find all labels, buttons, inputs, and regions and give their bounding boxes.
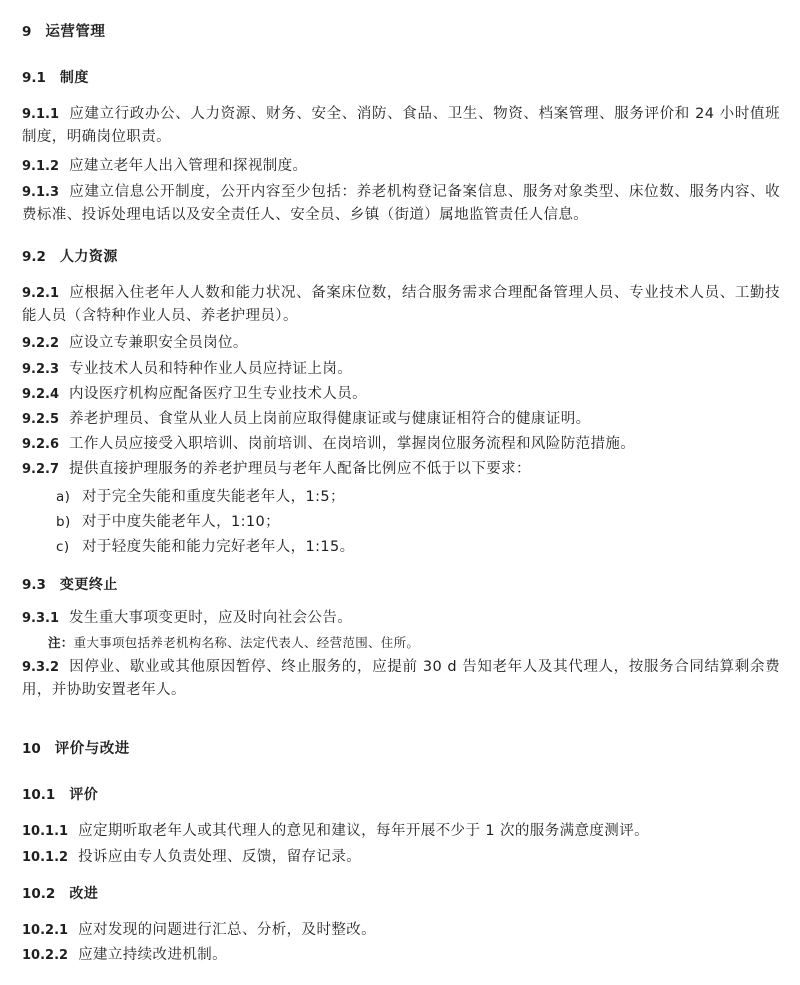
heading-title: 制度 — [59, 70, 89, 86]
clause-number: 9.1.1 — [22, 107, 60, 122]
clause-text: 应定期听取老年人或其代理人的意见和建议，每年开展不少于 1 次的服务满意度测评。 — [78, 823, 650, 839]
clause-text: 应建立老年人出入管理和探视制度。 — [69, 158, 308, 174]
clause-number: 9.2.2 — [22, 336, 60, 351]
note — [48, 633, 419, 651]
heading-title: 运营管理 — [45, 24, 106, 40]
heading-number: 10.1 — [22, 787, 56, 803]
heading-section-10-1 — [22, 784, 780, 804]
list-item-c — [56, 535, 776, 556]
clause-9-1-1 — [22, 103, 780, 148]
clause-9-1-3 — [22, 181, 780, 226]
list-item-letter: a) — [56, 489, 71, 505]
clause-number: 9.3.2 — [22, 660, 60, 675]
clause-number: 9.2.3 — [22, 362, 60, 377]
heading-section-10 — [22, 737, 780, 758]
clause-9-2-2 — [22, 332, 780, 355]
clause-number: 9.2.5 — [22, 412, 60, 427]
heading-title: 人力资源 — [59, 249, 118, 265]
list-item-text: 对于中度失能老年人，1:10； — [82, 514, 281, 530]
clause-text: 发生重大事项变更时，应及时向社会公告。 — [69, 610, 353, 626]
heading-section-10-2 — [22, 883, 780, 903]
clause-number: 10.1.1 — [22, 824, 69, 839]
list-item-text: 对于完全失能和重度失能老年人，1:5； — [82, 489, 345, 505]
clause-9-2-6 — [22, 433, 780, 456]
clause-text: 养老护理员、食堂从业人员上岗前应取得健康证或与健康证相符合的健康证明。 — [69, 411, 591, 427]
note-text: 重大事项包括养老机构名称、法定代表人、经营范围、住所。 — [73, 635, 420, 650]
list-item-letter: b) — [56, 514, 71, 530]
heading-number: 9.2 — [22, 249, 46, 265]
clause-text: 提供直接护理服务的养老护理员与老年人配备比例应不低于以下要求： — [69, 461, 531, 477]
list-item-letter: c) — [56, 539, 70, 555]
clause-text: 应设立专兼职安全员岗位。 — [69, 335, 248, 351]
clause-9-3-1 — [22, 607, 780, 630]
clause-text: 内设医疗机构应配备医疗卫生专业技术人员。 — [69, 386, 368, 402]
list-item-b — [56, 510, 776, 531]
clause-10-2-1 — [22, 919, 780, 942]
heading-number: 9.3 — [22, 577, 46, 593]
list-item-text: 对于轻度失能和能力完好老年人，1:15。 — [82, 539, 355, 555]
clause-9-2-7 — [22, 458, 780, 481]
clause-text: 工作人员应接受入职培训、岗前培训、在岗培训，掌握岗位服务流程和风险防范措施。 — [69, 436, 636, 452]
clause-text: 因停业、歇业或其他原因暂停、终止服务的，应提前 30 d 告知老年人及其代理人，按服务合同结算剩余费用，并协助安置老年人。 — [22, 659, 780, 698]
heading-section-9-1 — [22, 67, 780, 87]
clause-9-2-1 — [22, 282, 780, 327]
list-item-a — [56, 485, 776, 506]
note-label: 注： — [48, 635, 74, 650]
clause-number: 9.2.7 — [22, 462, 60, 477]
clause-number: 10.1.2 — [22, 850, 69, 865]
clause-9-3-2 — [22, 656, 780, 701]
clause-text: 投诉应由专人负责处理、反馈，留存记录。 — [78, 849, 362, 865]
clause-text: 应根据入住老年人人数和能力状况、备案床位数，结合服务需求合理配备管理人员、专业技术人员、工勤技能人员（含特种作业人员、养老护理员）。 — [22, 285, 780, 324]
clause-number: 10.2.2 — [22, 948, 69, 963]
heading-number: 10 — [22, 741, 41, 757]
clause-number: 9.1.3 — [22, 185, 60, 200]
heading-number: 9 — [22, 24, 32, 40]
clause-text: 应建立持续改进机制。 — [78, 947, 228, 963]
heading-section-9-3 — [22, 574, 780, 594]
clause-number: 9.1.2 — [22, 159, 60, 174]
heading-section-9-2 — [22, 246, 780, 266]
clause-text: 应建立信息公开制度，公开内容至少包括：养老机构登记备案信息、服务对象类型、床位数、服务内容、收费标准、投诉处理电话以及安全责任人、安全员、乡镇（街道）属地监管责任人信息。 — [22, 184, 780, 223]
clause-text: 专业技术人员和特种作业人员应持证上岗。 — [69, 361, 353, 377]
heading-section-9 — [22, 20, 780, 41]
heading-title: 评价 — [69, 787, 99, 803]
heading-title: 评价与改进 — [54, 741, 130, 757]
clause-text: 应建立行政办公、人力资源、财务、安全、消防、食品、卫生、物资、档案管理、服务评价和 24 小时值班制度，明确岗位职责。 — [22, 106, 780, 145]
clause-9-2-4 — [22, 383, 780, 406]
clause-10-2-2 — [22, 944, 780, 967]
clause-9-2-3 — [22, 358, 780, 381]
heading-number: 9.1 — [22, 70, 46, 86]
clause-9-2-5 — [22, 408, 780, 431]
clause-number: 10.2.1 — [22, 923, 69, 938]
heading-title: 变更终止 — [59, 577, 118, 593]
clause-9-1-2 — [22, 155, 780, 178]
clause-text: 应对发现的问题进行汇总、分析，及时整改。 — [78, 922, 377, 938]
clause-number: 9.2.4 — [22, 387, 60, 402]
clause-number: 9.2.6 — [22, 437, 60, 452]
clause-number: 9.2.1 — [22, 286, 60, 301]
clause-number: 9.3.1 — [22, 611, 60, 626]
heading-title: 改进 — [69, 886, 99, 902]
clause-10-1-1 — [22, 820, 780, 843]
heading-number: 10.2 — [22, 886, 56, 902]
clause-10-1-2 — [22, 846, 780, 869]
